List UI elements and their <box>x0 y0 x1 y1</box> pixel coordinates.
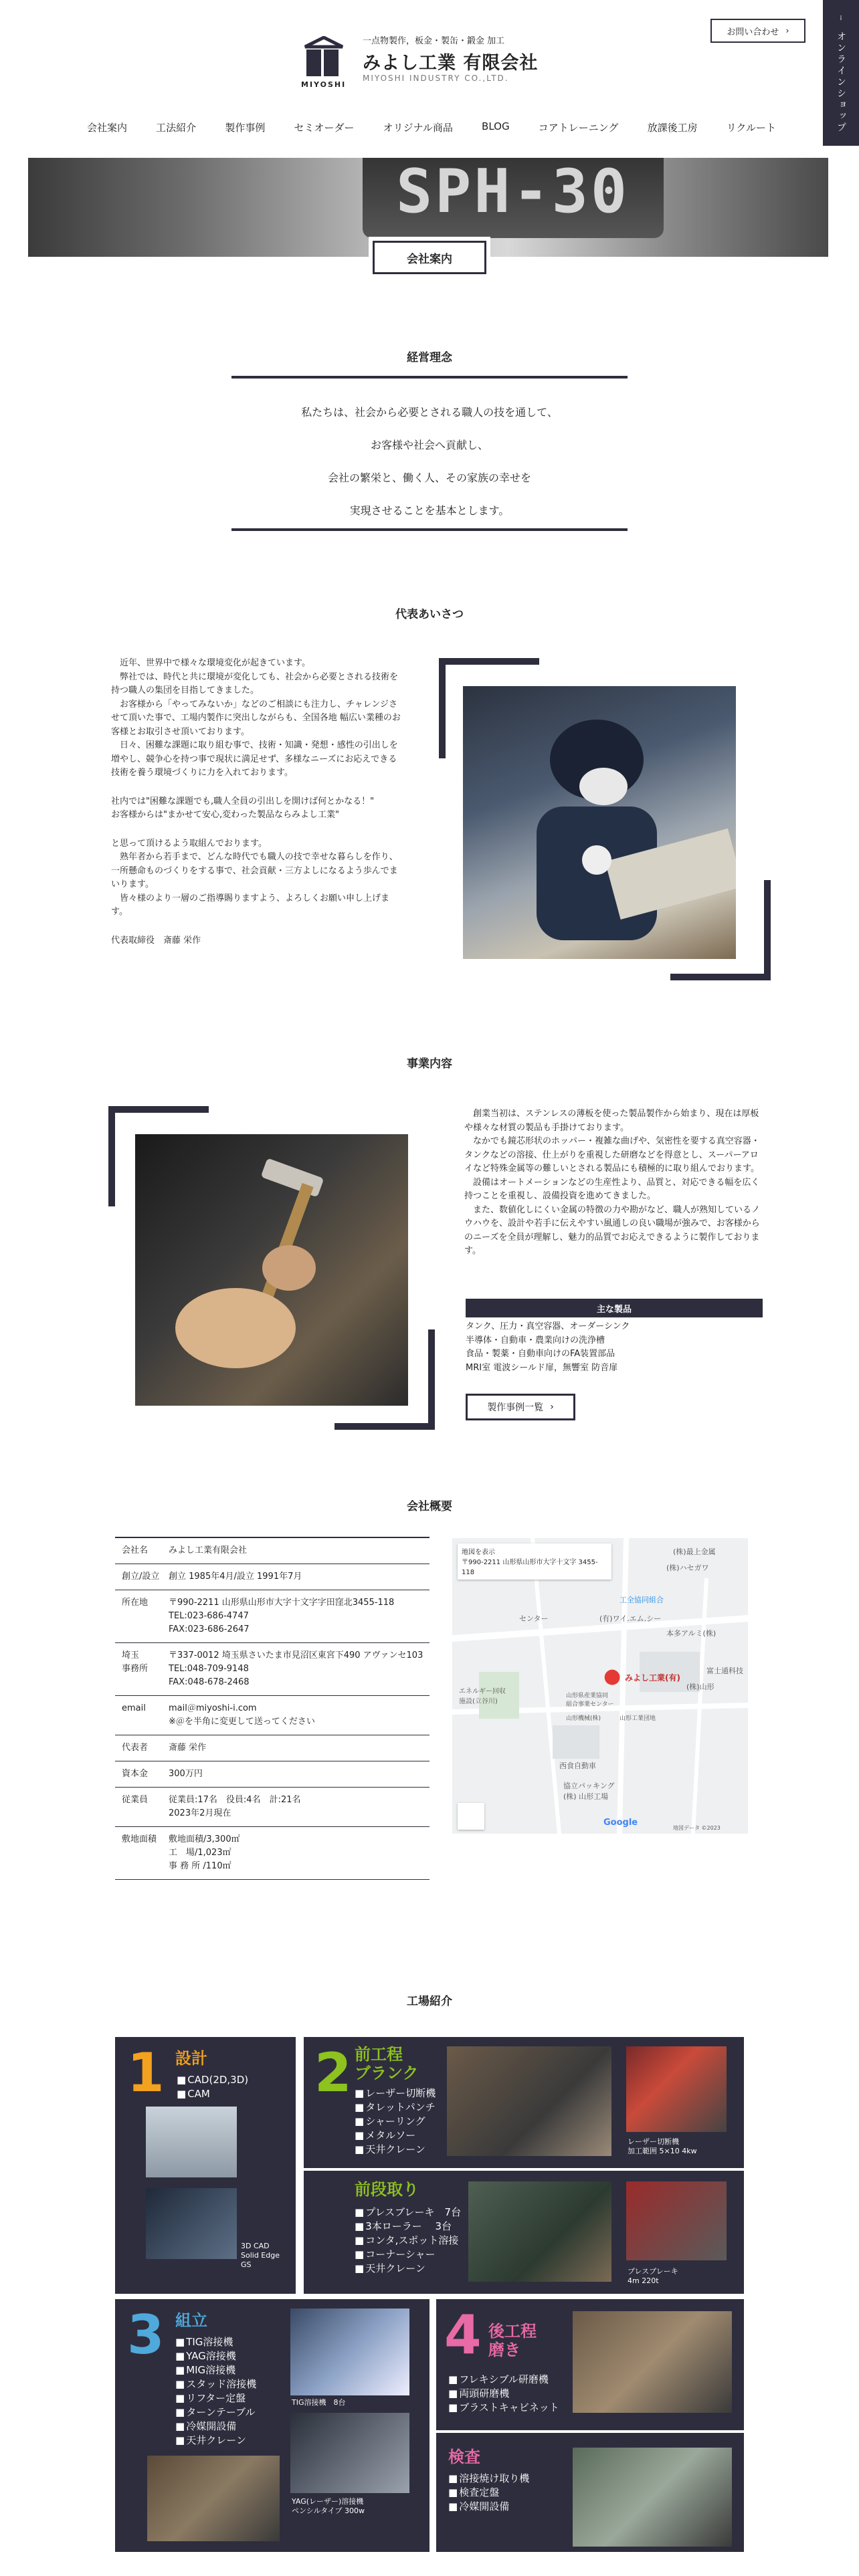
products-title: 主な製品 <box>466 1299 763 1317</box>
factory-item: ■ CAD(2D,3D) <box>177 2073 248 2087</box>
factory-item: ■ TIG溶接機 <box>175 2335 256 2349</box>
nav-original[interactable]: オリジナル商品 <box>383 122 453 134</box>
google-map[interactable] <box>452 1538 748 1834</box>
factory-item: ■ コーナーシャー <box>355 2248 461 2262</box>
blank-shop-photo <box>447 2046 611 2156</box>
company-table <box>115 1537 430 1880</box>
map-label: (有)ワイ.エム.シー <box>599 1614 662 1623</box>
welder-illustration <box>463 686 736 959</box>
welder-photo <box>463 686 736 959</box>
greeting-title: 代表あいさつ <box>395 608 464 621</box>
factory-step-list <box>175 2335 256 2448</box>
factory-step-list <box>448 2472 529 2514</box>
greeting-paragraph: 社内では"困難な課題でも,職人全員の引出しを開けば何とかなる！" お客様からは"まかせて安心,変わった製品ならみよし工業" <box>111 796 375 820</box>
map-marker-label: みよし工業(有) <box>625 1673 680 1683</box>
company-table-value: 従業員:17名 役員:4名 計:21名 2023年2月現在 <box>169 1795 301 1818</box>
company-table-value: 〒990-2211 山形県山形市大字十文字字田窪北3455-118 TEL:023-686-4747 FAX:023-686-2647 <box>169 1598 395 1634</box>
map-label: 富士通科技 <box>706 1667 743 1675</box>
product-item: 食品・製薬・自動車向けのFA装置部品 <box>466 1349 615 1359</box>
online-shop-tab[interactable] <box>823 0 859 146</box>
factory-item: ■ スタッド溶接機 <box>175 2377 256 2391</box>
product-item: MRI室 電波シールド扉，無響室 防音扉 <box>466 1362 618 1373</box>
company-table-header: 資本金 <box>122 1769 149 1779</box>
map-label: エネルギー回収 施設(立谷川) <box>459 1688 506 1705</box>
map-label: (株)ハセガワ <box>666 1564 709 1572</box>
factory-step-number: 1 <box>127 2042 165 2104</box>
company-table-row <box>115 1788 430 1827</box>
logo-english: MIYOSHI INDUSTRY CO.,LTD. <box>363 74 509 83</box>
map-fullscreen-button[interactable] <box>458 1803 484 1830</box>
factory-item: ■ プレスブレーキ 7台 <box>355 2206 461 2220</box>
company-table-value: 斎藤 栄作 <box>169 1743 207 1753</box>
company-table-row <box>115 1735 430 1761</box>
assembly-shop-photo <box>147 2456 280 2541</box>
factory-step-list <box>355 2206 461 2276</box>
company-table-value: 〒337-0012 埼玉県さいたま市見沼区東宮下490 アヴァンセ103 TEL:048-709-9148 FAX:048-678-2468 <box>169 1650 423 1687</box>
contact-label: お問い合わせ <box>727 27 779 37</box>
chevron-right-icon: › <box>785 25 789 36</box>
factory-step-title: 設計 <box>175 2049 207 2068</box>
map-label: 山形機械(株) <box>566 1715 601 1722</box>
products-list <box>466 1320 763 1375</box>
company-table-header: 敷地面積 <box>122 1834 157 1844</box>
laser-caption: レーザー切断機 加工範囲 5×10 4kw <box>628 2137 697 2155</box>
company-table-header: 会社名 <box>122 1545 149 1555</box>
factory-panel-assembly <box>115 2299 430 2552</box>
factory-step-number: 4 <box>444 2304 482 2366</box>
overview-title: 会社概要 <box>407 1500 452 1513</box>
company-table-value: みよし工業有限会社 <box>169 1545 248 1555</box>
company-table-header: 代表者 <box>122 1743 149 1753</box>
company-table-row <box>115 1590 430 1643</box>
factory-step-title: 前段取り <box>355 2180 419 2199</box>
logo-tagline: 一点物製作，板金・製缶・鍛金 加工 <box>363 36 505 46</box>
polish-shop-photo <box>573 2311 732 2413</box>
philosophy-rule-top <box>231 376 628 379</box>
nav-recruit[interactable]: リクルート <box>726 122 776 134</box>
map-label: 工全協同組合 <box>619 1596 664 1604</box>
factory-item: ■ 冷媒開設備 <box>448 2500 529 2514</box>
nav-blog[interactable]: BLOG <box>482 120 510 132</box>
map-label: 山形工業団地 <box>619 1715 656 1722</box>
laser-cutter-photo <box>626 2046 727 2132</box>
page-title: 会社案内 <box>373 241 486 274</box>
map-label: (株)最上金属 <box>673 1547 716 1556</box>
company-table-value: mail＠miyoshi-i.com ※＠を半角に変更して送ってください <box>169 1703 315 1727</box>
design-office-photo <box>146 2107 237 2177</box>
nav-semi-order[interactable]: セミオーダー <box>294 122 355 134</box>
map-card-heading: 地図を表示 <box>462 1549 495 1556</box>
inspection-photo <box>573 2448 732 2547</box>
company-table-row <box>115 1761 430 1788</box>
hero-plate <box>363 158 664 238</box>
map-info-card <box>458 1543 611 1580</box>
tig-welding-photo <box>290 2309 409 2395</box>
company-table-header: email <box>122 1703 146 1713</box>
map-label: 山形県産業協同 組合事業センター <box>566 1693 614 1708</box>
company-logo[interactable] <box>301 33 562 90</box>
factory-item: ■ ブラストキャビネット <box>448 2401 559 2415</box>
nav-methods[interactable]: 工法紹介 <box>156 122 197 134</box>
logo-name: みよし工業 有限会社 <box>363 53 539 74</box>
philosophy-line: お客様や社会へ貢献し、 <box>370 439 488 451</box>
map-card-address: 〒990-2211 山形県山形市大字十文字 3455-118 <box>462 1559 598 1576</box>
business-text: 創業当初は、ステンレスの薄板を使った製品製作から始まり、現在は厚板や様々な材質の製品も手掛けております。 なかでも鏡芯形状のホッパー・複雑な曲げや、気密性を要する真空容器・タンクなどの溶接、仕上がりを重視した研磨などを得意とし、スーパーアロイなど特殊金属等の難しいとされる製品にも積極的に取り組んでおります。 設備はオートメーションなどの生産性より、品質と、対応できる幅を広く持つことを重視し、設備投資を進めてきました。 また、数値化しにくい金属の特徴の力や勘がなど、職人が熟知しているノウハウを、設計や若手に伝えやすい風通しの良い職場が強みで、お客様からのニーズを全員が理解し、魅力的品質でお応えできるように製作しております。 <box>464 1109 761 1256</box>
philosophy-line: 会社の繁栄と、働く人、その家族の幸せを <box>327 471 531 484</box>
factory-step-list <box>177 2073 248 2101</box>
greeting-paragraph: 近年、世界中で様々な環境変化が起きています。 弊社では、時代と共に環境が変化しても、社会から必要とされる技術を持つ職人の集団を目指してきました。 お客様から「やってみないか」などのご相談にも注力し、チャレンジさせて頂いた事で、工場内製作に突出しながらも、全国各地 幅広い業種のお客様とお取引させ頂いております。 日々、困難な課題に取り組む事で、技術・知識・発想・感性の引出しを増やし、競争心を持つ事で現状に満足せず、多様なニーズにお応えできる技術を養う環境づくりに力を入れております。 <box>111 658 401 778</box>
map-label: 西食自動車 <box>559 1761 596 1770</box>
product-item: タンク、圧力・真空容器、オーダーシンク <box>466 1321 630 1331</box>
nav-company[interactable]: 会社案内 <box>87 122 128 134</box>
press-caption: プレスブレーキ 4m 220t <box>628 2267 678 2285</box>
factory-step-title: 検査 <box>448 2448 480 2466</box>
factory-item: ■ CAM <box>177 2087 248 2101</box>
factory-step-title: 組立 <box>175 2311 207 2330</box>
factory-step-title: 前工程 ブランク <box>355 2045 419 2082</box>
map-label: 本多アルミ(株) <box>666 1629 717 1638</box>
company-table-row <box>115 1827 430 1880</box>
works-list-button[interactable] <box>466 1394 575 1420</box>
factory-panel-polish <box>436 2299 744 2430</box>
factory-panel-prep <box>304 2169 744 2294</box>
factory-item: ■ MIG溶接機 <box>175 2363 256 2377</box>
factory-item: ■ 天井クレーン <box>355 2143 436 2157</box>
logo-mark <box>301 36 348 90</box>
philosophy-text <box>0 396 859 527</box>
nav-core-training[interactable]: コアトレーニング <box>538 122 619 134</box>
yag-welding-photo <box>290 2413 409 2493</box>
factory-item: ■ レーザー切断機 <box>355 2086 436 2101</box>
company-table-value: 300万円 <box>169 1769 203 1779</box>
factory-item: ■ 冷媒開設備 <box>175 2420 256 2434</box>
map-label: (株)山形 <box>686 1683 714 1691</box>
factory-item: ■ 両頭研磨機 <box>448 2387 559 2401</box>
company-table-row <box>115 1696 430 1735</box>
prep-shop-photo <box>468 2181 611 2282</box>
greeting-paragraph: と思って頂けるよう取組んでおります。 熟年者から若手まで、どんな時代でも職人の技で幸せな暮らしを作り、一所懸命ものづくりをする事で、社会貢献・三方よしになるよう歩んでまいります。 皆々様のより一層のご指導賜りますよう、よろしくお願い申し上げます。 <box>111 838 398 917</box>
map-footer: 地図データ ©2023 <box>673 1825 721 1831</box>
company-table-value: 敷地面積/3,300㎡ 工 場/1,023㎡ 事 務 所 /110㎡ <box>169 1834 240 1871</box>
cad-screen-photo <box>146 2188 237 2259</box>
factory-title: 工場紹介 <box>407 1995 452 2008</box>
press-brake-photo <box>626 2181 727 2260</box>
logo-mark-icon <box>301 36 348 79</box>
company-table-row <box>115 1538 430 1564</box>
hammer-illustration <box>135 1134 408 1406</box>
google-logo: Google <box>603 1818 638 1828</box>
works-list-label: 製作事例一覧 <box>487 1402 544 1413</box>
factory-item: ■ 3本ローラー 3台 <box>355 2220 461 2234</box>
tig-caption: TIG溶接機 8台 <box>292 2398 346 2407</box>
chevron-right-icon: › <box>550 1402 554 1412</box>
factory-step-title: 後工程 磨き <box>488 2322 537 2359</box>
menu-dots-icon: ⁞ <box>840 15 842 22</box>
company-table-row <box>115 1643 430 1696</box>
factory-item: ■ YAG溶接機 <box>175 2349 256 2363</box>
greeting-signature: 代表取締役 斎藤 栄作 <box>111 935 201 946</box>
map-marker-icon[interactable]: ● <box>603 1665 622 1688</box>
map-label: 協立パッキング (株) 山形工場 <box>563 1782 615 1801</box>
factory-item: ■ コンタ,スポット溶接 <box>355 2234 461 2248</box>
business-title: 事業内容 <box>407 1057 452 1071</box>
factory-item: ■ 天井クレーン <box>175 2434 256 2448</box>
company-table-row <box>115 1564 430 1590</box>
factory-item: ■ フレキシブル研磨機 <box>448 2373 559 2387</box>
greeting-text <box>111 657 405 948</box>
factory-step-number: 2 <box>314 2042 352 2104</box>
factory-step-number: 3 <box>127 2304 165 2366</box>
hero-plate-text: SPH-30 <box>396 158 630 227</box>
company-table-header: 創立/設立 <box>122 1572 160 1582</box>
factory-item: ■ タレットパンチ <box>355 2101 436 2115</box>
company-table-header: 従業員 <box>122 1795 149 1805</box>
factory-item: ■ リフター定盤 <box>175 2391 256 2405</box>
main-nav <box>87 120 776 134</box>
factory-step-list <box>355 2086 436 2157</box>
factory-item: ■ 溶接焼け取り機 <box>448 2472 529 2486</box>
logo-mark-text: MIYOSHI <box>301 80 347 89</box>
factory-item: ■ シャーリング <box>355 2115 436 2129</box>
contact-button[interactable] <box>710 19 805 43</box>
philosophy-title: 経営理念 <box>407 351 452 364</box>
company-table-header: 埼玉 事務所 <box>122 1650 149 1674</box>
factory-panel-inspection <box>436 2432 744 2552</box>
map-label: センター <box>519 1614 549 1623</box>
factory-item: ■ メタルソー <box>355 2129 436 2143</box>
factory-panel-blank <box>304 2037 744 2168</box>
hammer-photo <box>135 1134 408 1406</box>
nav-after-school[interactable]: 放課後工房 <box>647 122 698 134</box>
factory-step-list <box>448 2373 559 2415</box>
factory-item: ■ 天井クレーン <box>355 2262 461 2276</box>
philosophy-line: 私たちは、社会から必要とされる職人の技を通して、 <box>301 406 558 419</box>
factory-item: ■ 検査定盤 <box>448 2486 529 2500</box>
philosophy-rule-bottom <box>231 528 628 531</box>
product-item: 半導体・自動車・農業向けの洗浄槽 <box>466 1335 605 1346</box>
factory-item: ■ ターンテーブル <box>175 2405 256 2420</box>
online-shop-label: オンラインショップ <box>836 31 846 134</box>
philosophy-line: 実現させることを基本とします。 <box>349 504 510 517</box>
nav-works[interactable]: 製作事例 <box>225 122 266 134</box>
factory-panel-design <box>115 2037 296 2294</box>
yag-caption: YAG(レーザー)溶接機 ペンシルタイプ 300w <box>292 2497 365 2515</box>
design-caption: 3D CAD Solid Edge GS <box>241 2242 280 2269</box>
company-table-header: 所在地 <box>122 1598 149 1608</box>
company-table-value: 創立 1985年4月/設立 1991年7月 <box>169 1572 302 1582</box>
